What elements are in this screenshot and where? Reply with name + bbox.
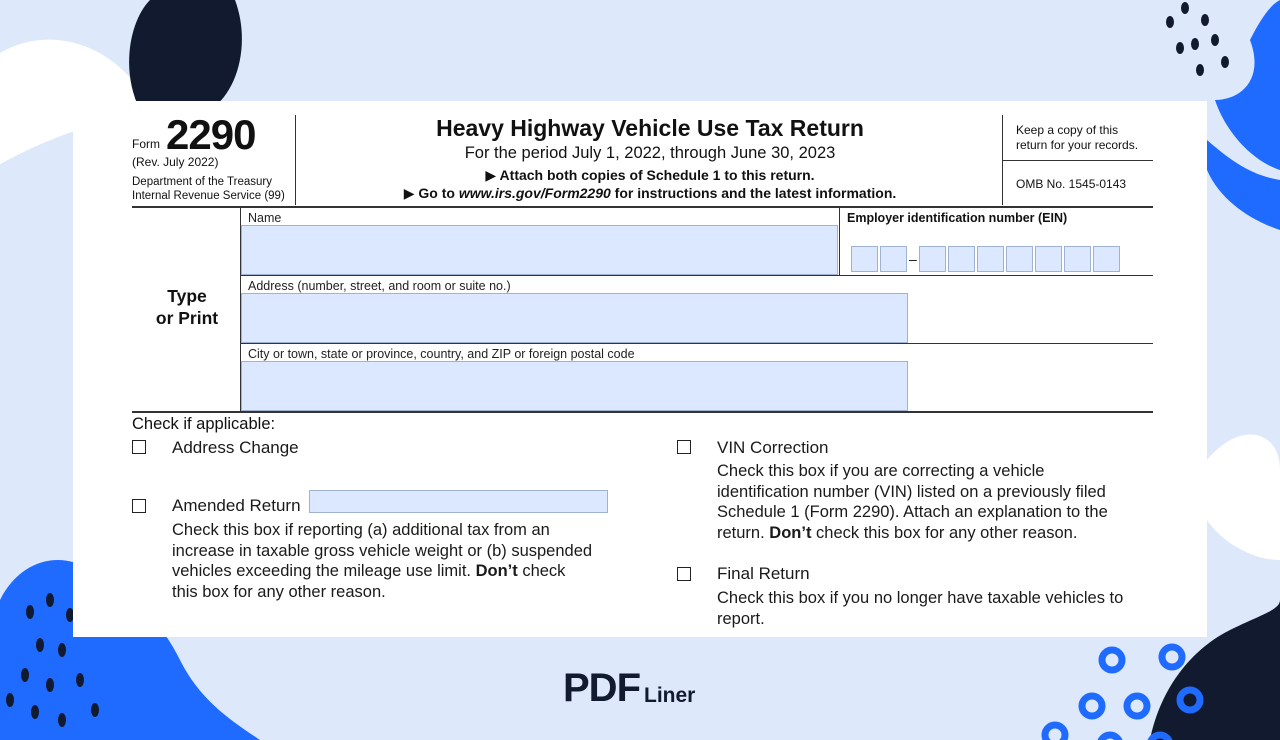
ein-digit-box[interactable] <box>1064 246 1091 272</box>
ein-digit-box[interactable] <box>1006 246 1033 272</box>
name-label: Name <box>248 211 282 225</box>
form-word: Form <box>132 137 160 151</box>
final-return-description: Check this box if you no longer have taxable vehicles to report. <box>717 589 1124 628</box>
ein-label: Employer identification number (EIN) <box>847 211 1068 225</box>
ein-digit-box[interactable] <box>880 246 907 272</box>
irs-link[interactable]: www.irs.gov/Form2290 <box>458 185 611 201</box>
final-return-label: Final Return <box>717 564 810 583</box>
name-row-rule <box>240 275 1153 276</box>
header-right-divider <box>1002 160 1153 161</box>
ein-digit-box[interactable] <box>1035 246 1062 272</box>
goto-instruction: ▶ Go to www.irs.gov/Form2290 for instructions and the latest information. <box>403 185 897 201</box>
keep-copy-line-2: return for your records. <box>1016 138 1139 152</box>
omb-number: OMB No. 1545-0143 <box>1016 177 1127 191</box>
vin-correction-description: Check this box if you are correcting a vehicle identification number (VIN) listed on a previously filed Schedule 1 (Form 2290). Attach an explanation to the return. Don’t check this box for any other reason. <box>717 462 1108 542</box>
check-if-applicable-label: Check if applicable: <box>132 415 276 433</box>
header-bottom-rule <box>132 206 1153 208</box>
ein-digit-box[interactable] <box>1093 246 1120 272</box>
logo-mark: PDF <box>563 666 640 710</box>
name-field[interactable] <box>241 225 838 275</box>
form-period: For the period July 1, 2022, through June 30, 2023 <box>464 144 836 162</box>
form-2290-sheet <box>73 101 1207 637</box>
address-field[interactable] <box>241 293 908 343</box>
form-number: 2290 <box>166 111 256 158</box>
form-title: Heavy Highway Vehicle Use Tax Return <box>436 115 864 141</box>
ein-digit-box[interactable] <box>977 246 1004 272</box>
amended-return-checkbox[interactable] <box>132 499 146 513</box>
dept-line-1: Department of the Treasury <box>132 176 272 188</box>
ein-digit-box[interactable] <box>948 246 975 272</box>
ein-dash: – <box>909 251 917 267</box>
header-divider-left <box>295 115 296 205</box>
ein-digit-box[interactable] <box>919 246 946 272</box>
vin-correction-label: VIN Correction <box>717 438 829 457</box>
attach-instruction: ▶ Attach both copies of Schedule 1 to this return. <box>485 167 815 183</box>
form-revision: (Rev. July 2022) <box>132 155 219 169</box>
dept-line-2: Internal Revenue Service (99) <box>132 190 285 202</box>
address-label: Address (number, street, and room or suite no.) <box>248 279 511 293</box>
amended-return-label: Amended Return <box>172 496 301 515</box>
city-label: City or town, state or province, country, and ZIP or foreign postal code <box>248 347 635 361</box>
logo-wordmark: Liner <box>644 684 696 707</box>
keep-copy-line-1: Keep a copy of this <box>1016 123 1119 137</box>
ein-divider <box>839 207 840 275</box>
amended-return-month-field[interactable] <box>309 490 608 513</box>
ein-digit-box[interactable] <box>851 246 878 272</box>
type-or-print-label: Type or Print <box>155 286 219 328</box>
address-change-label: Address Change <box>172 438 299 457</box>
address-change-checkbox[interactable] <box>132 440 146 454</box>
address-row-rule <box>240 343 1153 344</box>
address-section-bottom-rule <box>132 411 1153 413</box>
vin-correction-checkbox[interactable] <box>677 440 691 454</box>
amended-return-description: Check this box if reporting (a) additional tax from an increase in taxable gross vehicle weight or (b) suspended vehicles exceeding the mileage use limit. Don’t check this box for any other reason. <box>172 521 593 601</box>
pdfliner-logo[interactable] <box>563 668 695 708</box>
city-field[interactable] <box>241 361 908 411</box>
final-return-checkbox[interactable] <box>677 567 691 581</box>
